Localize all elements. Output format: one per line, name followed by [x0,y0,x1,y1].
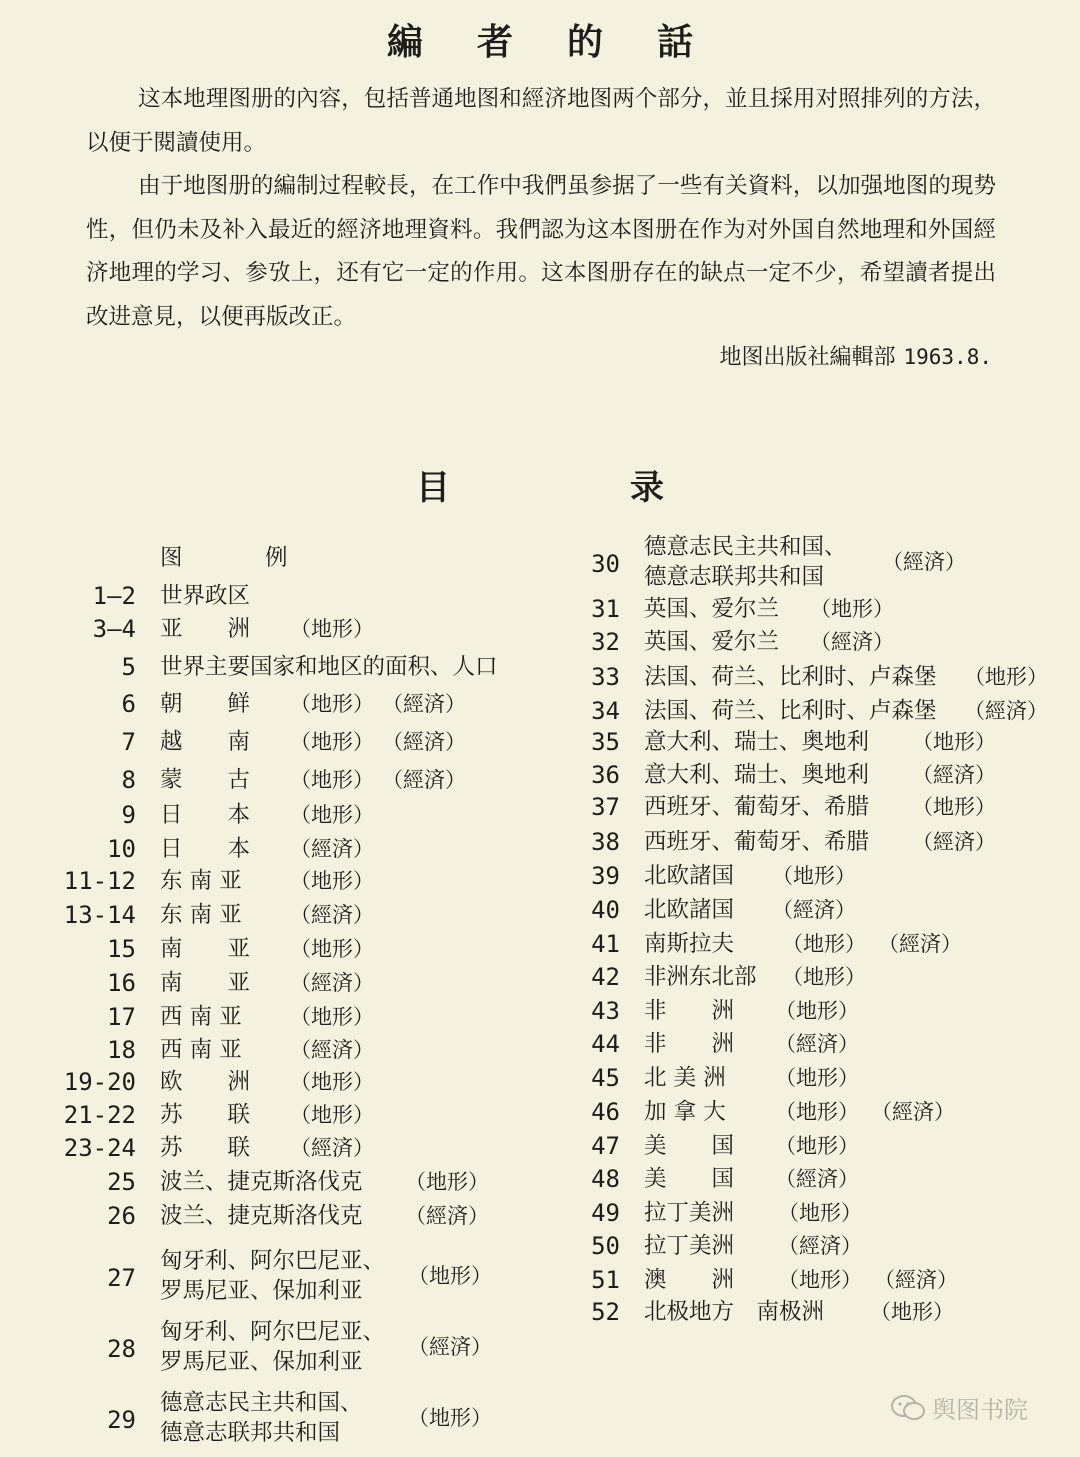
toc-entry-map-type-1: （經済） [382,730,466,754]
toc-entry-title: 英国、爱尔兰 [644,629,780,655]
toc-entry-number: 44 [591,1030,620,1058]
toc-entry-number: 9 [121,801,136,829]
toc-entry-number: 36 [591,761,620,789]
toc-entry-map-type-0: （地形） [810,597,894,621]
toc-entry-map-type-0: （地形） [290,937,374,961]
toc-entry-number: 3—4 [92,615,136,643]
toc-entry-number: 7 [121,728,136,756]
toc-entry-number: 18 [107,1036,136,1064]
wechat-icon [890,1394,926,1428]
toc-entry-title: 德意志民主共和国、 [644,534,847,560]
toc-entry-title: 日 本 [160,802,251,828]
toc-entry-title: 北极地方 南极洲 [644,1299,825,1325]
toc-legend-label: 图 例 [160,545,318,571]
toc-entry-title: 东 南 亚 [160,902,242,928]
toc-entry-title: 拉丁美洲 [644,1200,735,1226]
toc-entry-number: 50 [591,1232,620,1260]
toc-entry-map-type-0: （地形） [870,1300,954,1324]
toc-entry-title: 欧 洲 [160,1069,251,1095]
toc-entry-title: 德意志民主共和国、 [160,1390,363,1416]
toc-entry-number: 33 [591,663,620,691]
toc-entry-map-type-0: （地形） [290,768,374,792]
preface-title: 編者的話 [386,22,747,63]
toc-entry-number: 17 [107,1003,136,1031]
toc-entry-number: 52 [591,1298,620,1326]
toc-entry-map-type-0: （地形） [290,869,374,893]
toc-entry-number: 49 [591,1199,620,1227]
toc-entry-number: 46 [591,1098,620,1126]
toc-entry-number: 47 [591,1132,620,1160]
toc-entry-number: 51 [591,1266,620,1294]
toc-entry-number: 15 [107,935,136,963]
signature-date: 1963.8. [903,345,992,369]
toc-entry-map-type-0: （經済） [810,630,894,654]
toc-entry-title: 西班牙、葡萄牙、希腊 [644,829,870,855]
toc-entry-map-type-1: （經済） [871,1100,955,1124]
toc-entry-map-type-0: （地形） [778,1201,862,1225]
toc-entry-number: 25 [107,1168,136,1196]
toc-entry-map-type-0: （經済） [290,903,374,927]
toc-entry-map-type-0: （經済） [772,898,856,922]
toc-entry-map-type-0: （地形） [912,730,996,754]
toc-entry-map-type-0: （地形） [408,1264,492,1288]
toc-entry-number: 28 [107,1335,136,1363]
toc-entry-number: 23-24 [63,1134,136,1162]
toc-entry-title: 非 洲 [644,1031,735,1057]
toc-entry-number: 13-14 [63,901,136,929]
toc-entry-number: 35 [591,728,620,756]
toc-title: 目录 [416,468,844,508]
toc-entry-map-type-0: （經済） [912,830,996,854]
watermark [890,1390,1028,1428]
toc-entry-title: 非洲东北部 [644,964,757,990]
toc-entry-map-type-0: （地形） [775,999,859,1023]
toc-entry-map-type-0: （地形） [290,1005,374,1029]
toc-entry-number: 30 [591,550,620,578]
toc-entry-title: 意大利、瑞士、奥地利 [644,762,870,788]
toc-entry-map-type-0: （地形） [778,1268,862,1292]
toc-entry-number: 32 [591,628,620,656]
toc-entry-title: 加 拿 大 [644,1099,726,1125]
toc-entry-number: 39 [591,862,620,890]
toc-entry-map-type-0: （地形） [782,965,866,989]
toc-entry-number: 27 [107,1264,136,1292]
toc-entry-map-type-0: （地形） [290,617,374,641]
toc-entry-number: 38 [591,828,620,856]
toc-entry-title-line2: 罗馬尼亚、保加利亚 [160,1278,363,1304]
preface-paragraph-1: 这本地理图册的內容，包括普通地图和經济地图两个部分，並且採用对照排列的方法，以便于閱讀使用。 [86,86,996,156]
toc-entry-title: 南 亚 [160,936,251,962]
toc-entry-title: 世界政区 [160,583,251,609]
toc-entry-title: 西 南 亚 [160,1004,242,1030]
toc-entry-title: 北欧諸国 [644,897,735,923]
toc-entry-number: 26 [107,1202,136,1230]
toc-entry-map-type-0: （經済） [408,1335,492,1359]
toc-entry-title: 苏 联 [160,1102,251,1128]
toc-entry-map-type-0: （經済） [778,1234,862,1258]
toc-entry-title: 匈牙利、阿尔巴尼亚、 [160,1248,386,1274]
toc-entry-map-type-0: （經済） [775,1167,859,1191]
toc-entry-number: 11-12 [63,867,136,895]
toc-entry-number: 42 [591,963,620,991]
toc-entry-map-type-0: （經済） [775,1032,859,1056]
toc-entry-map-type-0: （經済） [290,971,374,995]
toc-entry-title: 苏 联 [160,1135,251,1161]
toc-entry-title: 非 洲 [644,998,735,1024]
toc-entry-number: 29 [107,1406,136,1434]
toc-entry-map-type-0: （經済） [964,699,1048,723]
signature-publisher: 地图出版社編輯部 [719,345,896,370]
toc-entry-number: 6 [121,690,136,718]
toc-entry-number: 5 [121,653,136,681]
toc-entry-number: 21-22 [63,1101,136,1129]
toc-entry-map-type-0: （地形） [775,1134,859,1158]
toc-entry-map-type-1: （經済） [874,1268,958,1292]
toc-entry-map-type-0: （經済） [882,550,966,574]
toc-entry-number: 37 [591,793,620,821]
toc-entry-title: 东 南 亚 [160,868,242,894]
toc-entry-title: 英国、爱尔兰 [644,596,780,622]
toc-entry-title: 西班牙、葡萄牙、希腊 [644,794,870,820]
toc-entry-map-type-1: （經済） [382,692,466,716]
toc-entry-number: 41 [591,930,620,958]
toc-entry-number: 1—2 [92,582,136,610]
toc-entry-map-type-0: （地形） [408,1406,492,1430]
toc-entry-map-type-0: （地形） [772,864,856,888]
toc-entry-map-type-0: （經済） [290,1136,374,1160]
toc-entry-map-type-0: （地形） [290,803,374,827]
toc-entry-map-type-0: （地形） [405,1170,489,1194]
toc-entry-number: 31 [591,595,620,623]
toc-entry-title: 南 亚 [160,970,251,996]
toc-entry-number: 19-20 [63,1068,136,1096]
toc-entry-title-line2: 罗馬尼亚、保加利亚 [160,1349,363,1375]
toc-entry-map-type-0: （地形） [964,665,1048,689]
toc-entry-number: 48 [591,1165,620,1193]
toc-entry-number: 40 [591,896,620,924]
toc-entry-title: 波兰、捷克斯洛伐克 [160,1169,363,1195]
toc-entry-number: 8 [121,766,136,794]
toc-entry-title: 北 美 洲 [644,1065,726,1091]
toc-entry-title: 法国、荷兰、比利时、卢森堡 [644,698,937,724]
toc-entry-map-type-0: （地形） [290,1070,374,1094]
toc-entry-map-type-0: （地形） [290,692,374,716]
toc-entry-map-type-1: （經済） [878,932,962,956]
toc-entry-title: 朝 鲜 [160,691,251,717]
toc-entry-title: 世界主要国家和地区的面积、人口 [160,654,498,680]
toc-entry-title: 日 本 [160,836,251,862]
toc-entry-title: 蒙 古 [160,767,251,793]
toc-entry-title: 亚 洲 [160,616,251,642]
toc-entry-map-type-0: （地形） [782,932,866,956]
watermark-text: 舆图书院 [932,1396,1028,1424]
toc-entry-title-line2: 德意志联邦共和国 [160,1420,341,1446]
toc-entry-title: 波兰、捷克斯洛伐克 [160,1203,363,1229]
preface-paragraph-2: 由于地图册的編制过程較長，在工作中我們虽参据了一些有关資料，以加强地图的現势性，但仍未及补入最近的經济地理資料。我們認为这本图册在作为对外国自然地理和外国經济地理的学习、参攷上，还有它一定的作用。这本图册存在的缺点一定不少，希望讀者提出改进意見，以便再版改正。 [86,173,996,330]
toc-entry-title: 越 南 [160,729,251,755]
toc-entry-map-type-0: （地形） [290,730,374,754]
toc-entry-map-type-0: （經済） [290,1038,374,1062]
toc-entry-map-type-0: （地形） [290,1103,374,1127]
toc-entry-map-type-1: （經済） [382,768,466,792]
toc-entry-map-type-0: （地形） [775,1066,859,1090]
toc-entry-number: 45 [591,1064,620,1092]
toc-entry-title: 匈牙利、阿尔巴尼亚、 [160,1319,386,1345]
toc-entry-number: 10 [107,835,136,863]
toc-entry-title-line2: 德意志联邦共和国 [644,564,825,590]
toc-entry-title: 法国、荷兰、比利时、卢森堡 [644,664,937,690]
toc-entry-map-type-0: （經済） [405,1204,489,1228]
toc-entry-title: 西 南 亚 [160,1037,242,1063]
toc-entry-map-type-0: （地形） [912,795,996,819]
toc-entry-title: 拉丁美洲 [644,1233,735,1259]
toc-entry-title: 美 国 [644,1166,735,1192]
toc-entry-title: 意大利、瑞士、奥地利 [644,729,870,755]
toc-entry-number: 43 [591,997,620,1025]
toc-entry-title: 美 国 [644,1133,735,1159]
toc-entry-map-type-0: （經済） [912,763,996,787]
toc-entry-map-type-0: （地形） [775,1100,859,1124]
toc-entry-number: 16 [107,969,136,997]
toc-entry-map-type-0: （經済） [290,837,374,861]
toc-entry-number: 34 [591,697,620,725]
toc-entry-title: 澳 洲 [644,1267,735,1293]
toc-entry-title: 南斯拉夫 [644,931,735,957]
toc-entry-title: 北欧諸国 [644,863,735,889]
